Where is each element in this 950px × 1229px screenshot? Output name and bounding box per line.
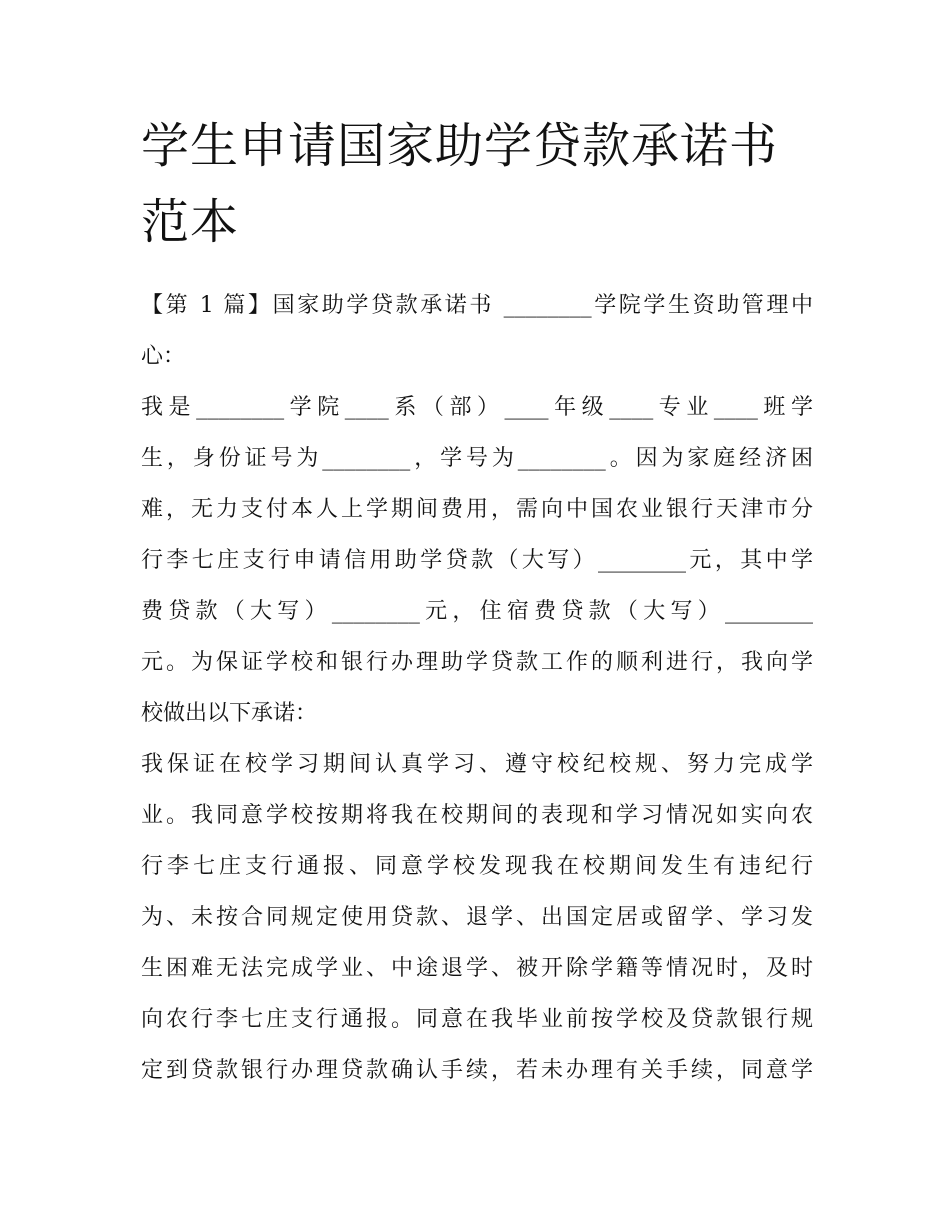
text-line: 行李七庄支行通报、同意学校发现我在校期间发生有违纪行	[141, 854, 813, 879]
text-line: 难，无力支付本人上学期间费用，需向中国农业银行天津市分	[141, 497, 813, 522]
text-line: 生困难无法完成学业、中途退学、被开除学籍等情况时，及时	[141, 956, 813, 981]
paragraph-commitments	[141, 739, 813, 1096]
document-title	[141, 108, 813, 260]
text-line: 业。我同意学校按期将我在校期间的表现和学习情况如实向农	[141, 803, 813, 828]
title-line: 学生申请国家助学贷款承诺书	[141, 118, 779, 174]
text-line: 【第 1 篇】国家助学贷款承诺书 ________学院学生资助管理中	[141, 293, 813, 318]
paragraph-heading	[141, 280, 813, 382]
paragraph-applicant-info	[141, 382, 813, 739]
text-line: 生，身份证号为________，学号为________。因为家庭经济困	[141, 446, 813, 471]
text-line: 校做出以下承诺：	[141, 701, 318, 726]
text-line: 元。为保证学校和银行办理助学贷款工作的顺利进行，我向学	[141, 650, 813, 675]
text-line: 定到贷款银行办理贷款确认手续，若未办理有关手续，同意学	[141, 1058, 813, 1083]
text-line: 心：	[141, 344, 186, 369]
title-line: 范本	[141, 194, 240, 250]
text-line: 我是________学院____系（部）____年级____专业____班学	[141, 395, 813, 420]
text-line: 行李七庄支行申请信用助学贷款（大写）________元，其中学	[141, 548, 813, 573]
document-page	[141, 108, 813, 1096]
text-line: 费贷款（大写）________元，住宿费贷款（大写）________	[141, 599, 813, 624]
text-line: 向农行李七庄支行通报。同意在我毕业前按学校及贷款银行规	[141, 1007, 813, 1032]
text-line: 为、未按合同规定使用贷款、退学、出国定居或留学、学习发	[141, 905, 813, 930]
text-line: 我保证在校学习期间认真学习、遵守校纪校规、努力完成学	[141, 752, 813, 777]
